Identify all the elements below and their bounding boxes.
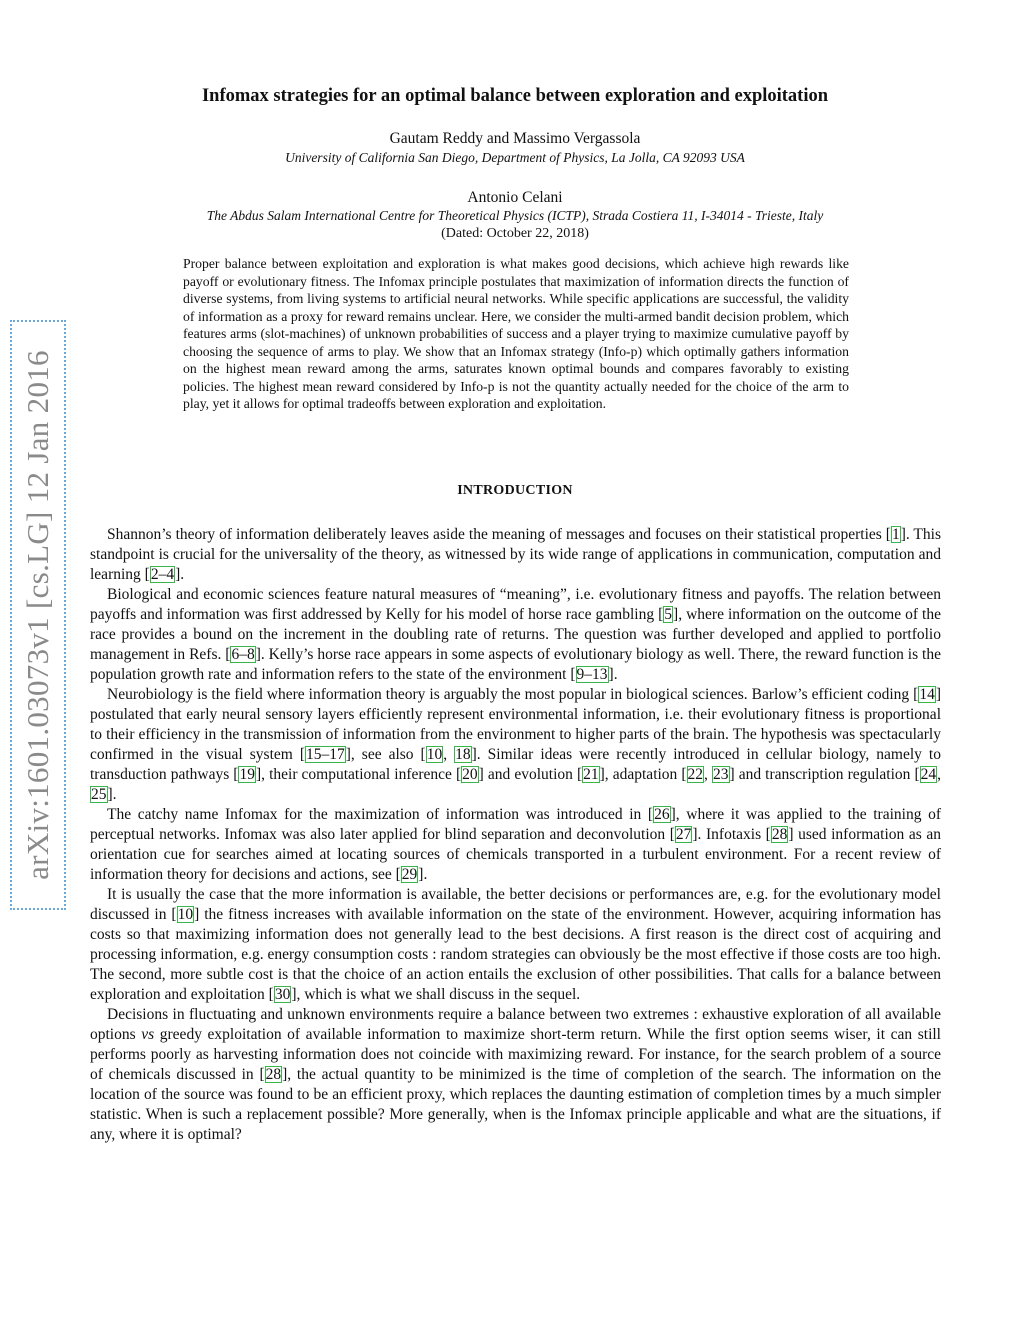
citation-link[interactable]: 23 xyxy=(713,766,729,783)
paragraph-5: It is usually the case that the more information is available, the better decisions or performances are, e.g. for the evolutionary model discussed in [10] the fitness increases with available information on the state of the environment. However, acquiring information has costs so that maximizing information does not generally lead to the best decisions. A first reason is the direct cost of acquiring and processing information, e.g. energy consumption costs : random strategies can obviously be the most effective if those costs are too high. The second, more subtle cost is that the choice of an action entails the exclusion of other possibilities. That calls for a balance between exploration and exploitation [30], which is what we shall discuss in the sequel. xyxy=(90,886,941,1003)
authors-line-2: Antonio Celani xyxy=(467,189,563,206)
affiliation-line-2: The Abdus Salam International Centre for Theoretical Physics (ICTP), Strada Costiera 11, I-34014 - Trieste, Italy xyxy=(206,208,824,223)
paragraph-2: Biological and economic sciences feature natural measures of “meaning”, i.e. evolutionary fitness and payoffs. The relation between payoffs and information was first addressed by Kelly for his model of horse race gambling [5], where information on the outcome of the race provides a bound on the increment in the doubling rate of returns. The question was further developed and applied to portfolio management in Refs. [6–8]. Kelly’s horse race appears in some aspects of evolutionary biology as well. There, the reward function is the population growth rate and information refers to the state of the environment [9–13]. xyxy=(90,586,941,683)
citation-link[interactable]: 5 xyxy=(664,606,673,623)
citation-link[interactable]: 28 xyxy=(771,826,788,843)
introduction-body xyxy=(90,525,941,1145)
citation-link[interactable]: 18 xyxy=(455,746,471,763)
arxiv-stamp-text: arXiv:1601.03073v1 [cs.LG] 12 Jan 2016 xyxy=(20,350,55,880)
paper-title: Infomax strategies for an optimal balance between exploration and exploitation xyxy=(201,86,829,106)
section-heading-introduction: INTRODUCTION xyxy=(457,483,573,498)
citation-link[interactable]: 6–8 xyxy=(231,646,255,663)
citation-link[interactable]: 27 xyxy=(675,826,692,843)
affiliation-line-1: University of California San Diego, Department of Physics, La Jolla, CA 92093 USA xyxy=(285,150,745,165)
citation-link[interactable]: 10 xyxy=(426,746,443,763)
citation-link[interactable]: 19 xyxy=(239,766,255,783)
arxiv-stamp[interactable] xyxy=(10,320,66,910)
citation-link[interactable]: 15–17 xyxy=(305,746,345,763)
citation-link[interactable]: 29 xyxy=(401,866,418,883)
citation-link[interactable]: 20 xyxy=(462,766,478,783)
citation-link[interactable]: 30 xyxy=(274,986,291,1003)
citation-link[interactable]: 2–4 xyxy=(150,566,175,583)
dated-line: (Dated: October 22, 2018) xyxy=(441,226,589,241)
citation-link[interactable]: 21 xyxy=(583,766,599,783)
citation-link[interactable]: 1 xyxy=(891,526,900,543)
abstract: Proper balance between exploitation and exploration is what makes good decisions, which achieve high rewards like payoff or evolutionary fitness. The Infomax principle postulates that maximization of information directs the function of diverse systems, from living systems to artificial neural networks. While specific applications are successful, the validity of information as a proxy for reward remains unclear. Here, we consider the multi-armed bandit decision problem, which features arms (slot-machines) of unknown probabilities of success and a player trying to maximize cumulative payoff by choosing the sequence of arms to play. We show that an Infomax strategy (Info-p) which optimally gathers information on the highest mean reward among the arms, saturates known optimal bounds and compares favorably to existing policies. The highest mean reward considered by Info-p is not the quantity actually needed for the choice of the arm to play, yet it allows for optimal tradeoffs between exploration and exploitation. xyxy=(183,256,849,411)
citation-link[interactable]: 25 xyxy=(91,786,107,803)
citation-link[interactable]: 14 xyxy=(919,686,935,703)
paragraph-1: Shannon’s theory of information deliberately leaves aside the meaning of messages and focuses on their statistical properties [1]. This standpoint is crucial for the universality of the theory, as witnessed by its wide range of applications in communication, computation and learning [2–4]. xyxy=(90,526,941,583)
paragraph-6: Decisions in fluctuating and unknown environments require a balance between two extremes : exhaustive exploration of all available options vs greedy exploitation of available information to maximize short-term return. While the first option seems wiser, it can still performs poorly as harvesting information does not coincide with maximizing reward. For instance, for the search problem of a source of chemicals discussed in [28], the actual quantity to be minimized is the time of completion of the search. The information on the location of the source was found to be an efficient proxy, which replaces the daunting estimation of completion times by a much simpler statistic. When is such a replacement possible? More generally, when is the Infomax principle applicable and what are the situations, if any, where it is optimal? xyxy=(90,1006,941,1143)
citation-link[interactable]: 28 xyxy=(265,1066,282,1083)
authors-line-1: Gautam Reddy and Massimo Vergassola xyxy=(389,130,641,147)
citation-link[interactable]: 10 xyxy=(177,906,194,923)
paragraph-3: Neurobiology is the field where information theory is arguably the most popular in biological sciences. Barlow’s efficient coding [14] postulated that early neural sensory layers efficiently represent environmental information, i.e. their evolutionary fitness is proportional to their efficiency in the transmission of information from the environment to higher parts of the brain. The hypothesis was spectacularly confirmed in the visual system [15–17], see also [10, 18]. Similar ideas were recently introduced in cellular biology, namely to transduction pathways [19], their computational inference [20] and evolution [21], adaptation [22, 23] and transcription regulation [24, 25]. xyxy=(90,686,942,803)
paragraph-4: The catchy name Infomax for the maximization of information was introduced in [26], where it was applied to the training of perceptual networks. Infomax was also later applied for blind separation and deconvolution [27]. Infotaxis [28] used information as an orientation cue for searches aimed at locating sources of chemicals transported in a turbulent environment. For a recent review of information theory for decisions and actions, see [29]. xyxy=(90,806,941,883)
citation-link[interactable]: 24 xyxy=(920,766,937,783)
citation-link[interactable]: 22 xyxy=(687,766,704,783)
citation-link[interactable]: 9–13 xyxy=(576,666,608,683)
citation-link[interactable]: 26 xyxy=(654,806,670,823)
